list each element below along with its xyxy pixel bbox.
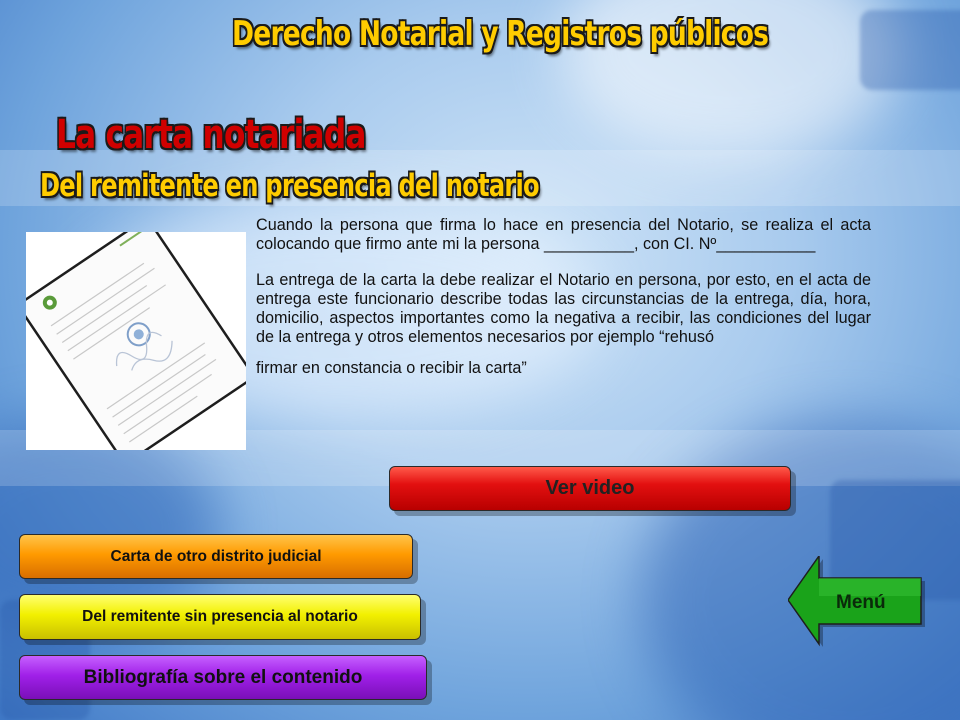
carta-otro-distrito-button[interactable]: Carta de otro distrito judicial bbox=[19, 534, 413, 579]
remitente-sin-presencia-button[interactable]: Del remitente sin presencia al notario bbox=[19, 594, 421, 640]
main-title: Derecho Notarial y Registros públicos bbox=[232, 14, 769, 54]
ver-video-button[interactable]: Ver video bbox=[389, 466, 791, 511]
content-text bbox=[256, 216, 871, 378]
paragraph-presence: Cuando la persona que firma lo hace en presencia del Notario, se realiza el acta colocando que firmo ante mi la persona __________, con CI. Nº___________ bbox=[256, 216, 871, 253]
notarized-letter-image bbox=[26, 232, 246, 450]
bibliografia-button[interactable]: Bibliografía sobre el contenido bbox=[19, 655, 427, 700]
menu-button[interactable] bbox=[788, 556, 930, 650]
paragraph-delivery: La entrega de la carta la debe realizar el Notario en persona, por esto, en el acta de entrega este funcionario describe todas las circunstancias de la entrega, día, hora, domicilio, aspectos importantes como la negativa a recibir, las condiciones del lugar de la entrega y otros elementos necesarios por ejemplo “rehusó bbox=[256, 271, 871, 346]
section-title: La carta notariada bbox=[56, 112, 366, 158]
paragraph-delivery-end: firmar en constancia o recibir la carta” bbox=[256, 359, 527, 377]
menu-label: Menú bbox=[836, 592, 886, 613]
subtitle: Del remitente en presencia del notario bbox=[40, 168, 539, 204]
